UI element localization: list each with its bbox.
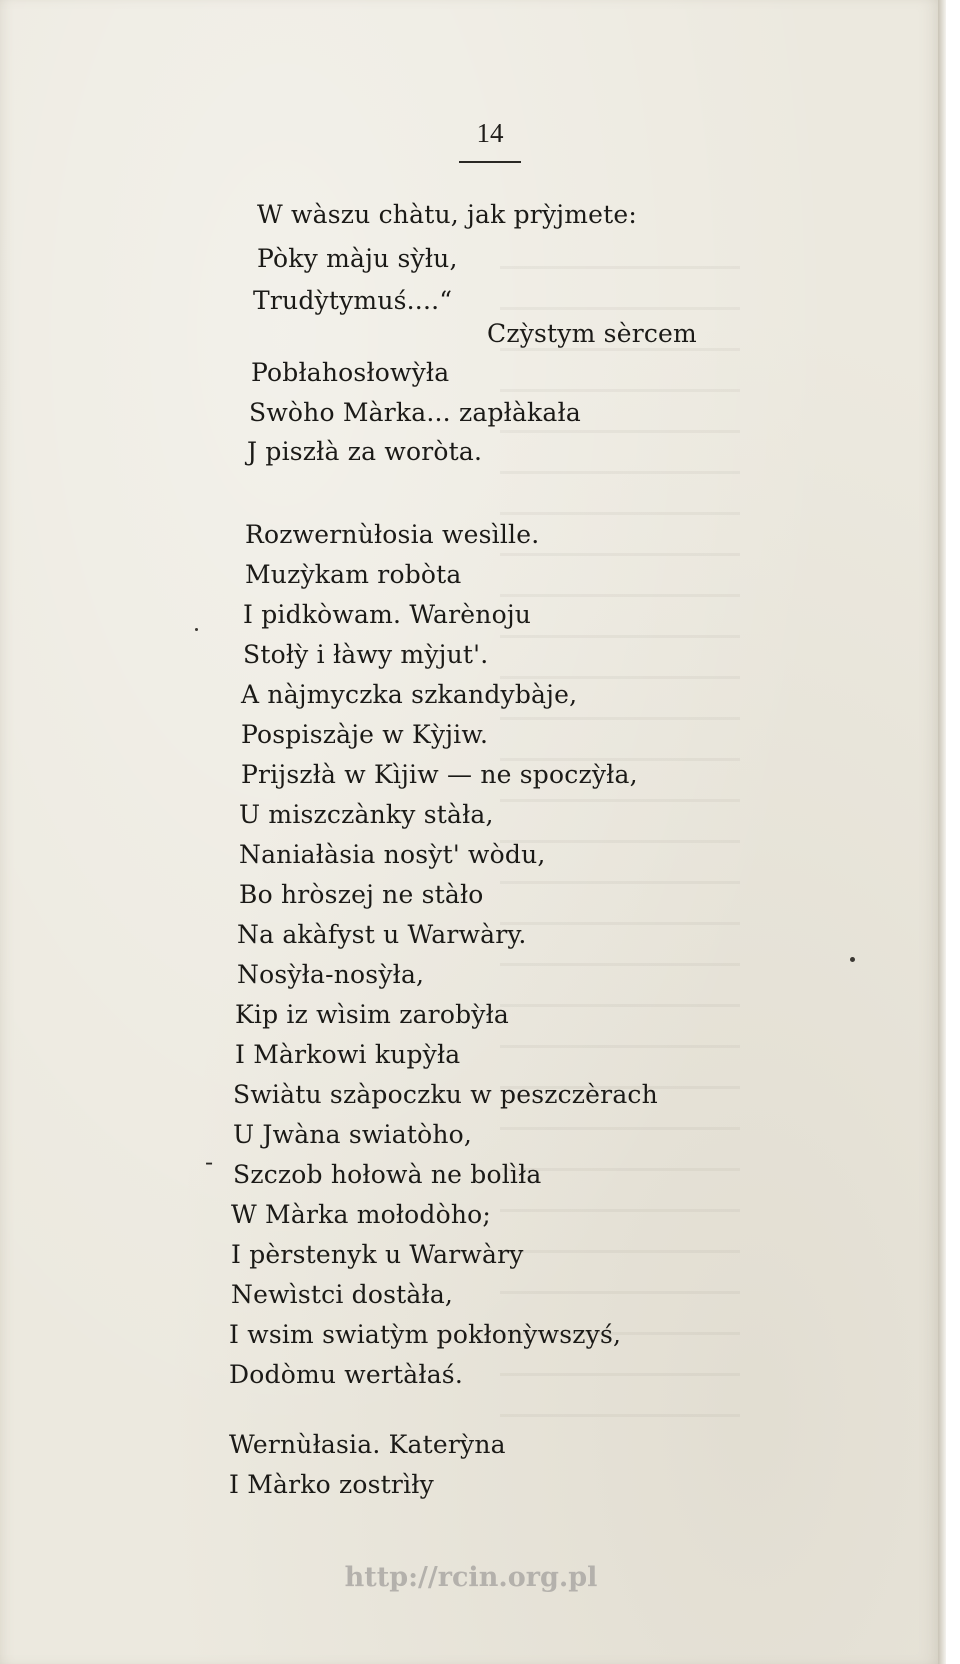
poem-line: U Jwàna swiatòho,: [233, 1120, 473, 1149]
poem-line: W Màrka mołodòho;: [231, 1200, 492, 1229]
poem-line: I pèrstenyk u Warwàry: [231, 1240, 524, 1269]
poem-line: Bo hròszej ne stàło: [239, 880, 484, 909]
poem-line: Newìstci dostàła,: [231, 1280, 454, 1309]
watermark-url: http://rcin.org.pl: [344, 1562, 598, 1593]
poem-line: Pospiszàje w Kỳjiw.: [241, 720, 489, 749]
poem-line: A nàjmyczka szkandybàje,: [241, 680, 578, 709]
page-number: 14: [476, 118, 504, 148]
poem-line: Wernùłasia. Katerỳna: [229, 1430, 506, 1459]
poem-line: Rozwernùłosia wesìlle.: [245, 520, 540, 549]
poem-line: Szczob hołowà ne bolìła: [233, 1160, 542, 1189]
poem-line: Muzỳkam robòta: [245, 560, 462, 589]
poem-line: I Màrkowi kupỳła: [235, 1040, 461, 1069]
poem-line: Kip iz wìsim zarobỳła: [235, 1000, 510, 1029]
poem-line: Dodòmu wertàłaś.: [229, 1360, 463, 1389]
poem-line: I Màrko zostrìły: [229, 1470, 434, 1499]
ink-speck: [850, 957, 855, 962]
poem-line: Stołỳ i łàwy mỳjut'.: [243, 640, 489, 669]
poem-line: I pidkòwam. Warènoju: [243, 600, 532, 629]
poem-line: Na akàfyst u Warwàry.: [237, 920, 527, 949]
poem-line: J piszłà za woròta.: [247, 437, 483, 466]
page-edge: [938, 0, 946, 1664]
poem-line: Naniałàsia nosỳt' wòdu,: [239, 840, 546, 869]
poem-line: U miszczànky stàła,: [239, 800, 494, 829]
poem-line: Pòky màju sỳłu,: [257, 244, 458, 273]
ink-speck: [195, 628, 198, 631]
poem-line: Pobłahosłowỳła: [251, 358, 450, 387]
poem-line: Trudỳtymuś....“: [253, 286, 453, 315]
poem-line: Swiàtu szàpoczku w peszczèrach: [233, 1080, 658, 1109]
poem-line: Swòho Màrka... zapłàkała: [249, 398, 581, 427]
poem-line: Prijszłà w Kìjiw — ne spoczỳła,: [241, 760, 638, 789]
poem-line: Nosỳła-nosỳła,: [237, 960, 425, 989]
margin-mark: -: [205, 1148, 214, 1176]
poem-line: I wsim swiatỳm pokłonỳwszyś,: [229, 1320, 622, 1349]
poem-line: Czỳstym sèrcem: [487, 319, 697, 348]
poem-line: W wàszu chàtu, jak prỳjmete:: [257, 200, 637, 229]
